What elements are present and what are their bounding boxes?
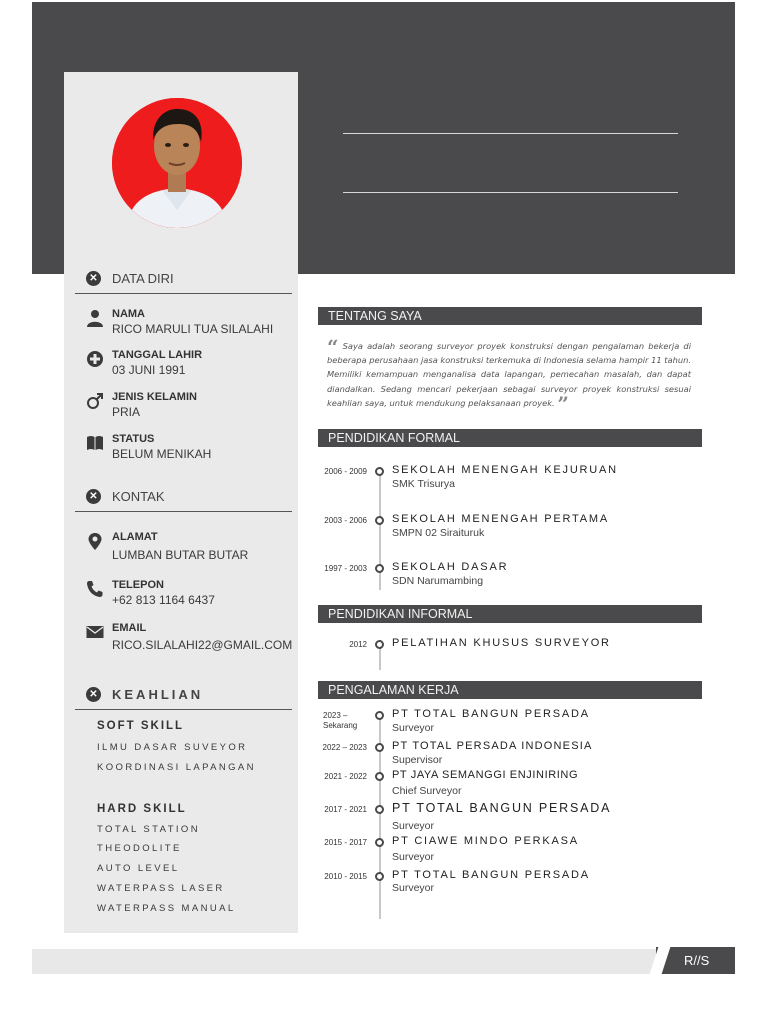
close-circle-icon: ✕ [86, 271, 101, 286]
close-circle-icon: ✕ [86, 687, 101, 702]
timeline-item: 2023 – Sekarang PT TOTAL BANGUN PERSADA Surveyor [323, 708, 590, 734]
timeline-dot [375, 872, 384, 881]
timeline-item: 2017 - 2021 PT TOTAL BANGUN PERSADA Surveyor [324, 801, 612, 832]
envelope-icon [86, 623, 104, 641]
section-pengalaman-heading: PENGALAMAN KERJA [318, 681, 702, 699]
timeline-item: 2010 - 2015 PT TOTAL BANGUN PERSADA Surveyor [324, 869, 590, 894]
soft-skill-title: SOFT SKILL [97, 720, 185, 732]
profile-photo [112, 98, 242, 228]
timeline-dot [375, 805, 384, 814]
section-pendidikan-formal-heading: PENDIDIKAN FORMAL [318, 429, 702, 447]
section-keahlian-heading: ✕ KEAHLIAN [86, 684, 203, 704]
timeline-dot [375, 838, 384, 847]
footer-mark: R//S [684, 953, 710, 968]
timeline-dot [375, 743, 384, 752]
book-icon [86, 434, 104, 452]
footer-band [32, 949, 735, 974]
location-pin-icon [86, 532, 104, 550]
section-data-diri-heading: ✕ DATA DIRI [86, 268, 174, 288]
timeline-item: 2022 – 2023 PT TOTAL PERSADA INDONESIA Supervisor [322, 740, 593, 766]
timeline-item: 2015 - 2017 PT CIAWE MINDO PERKASA Surveyor [324, 835, 579, 863]
section-divider [75, 511, 292, 512]
skill-item: THEODOLITE [97, 843, 182, 854]
timeline-dot [375, 467, 384, 476]
section-divider [75, 709, 292, 710]
timeline-dot [375, 516, 384, 525]
timeline-item: 2006 - 2009 SEKOLAH MENENGAH KEJURUAN SMK Trisurya [324, 464, 618, 490]
skill-item: AUTO LEVEL [97, 863, 180, 874]
skill-item: TOTAL STATION [97, 824, 200, 835]
timeline-item: 2003 - 2006 SEKOLAH MENENGAH PERTAMA SMPN 02 Siraituruk [324, 513, 609, 539]
open-quote-icon: “ [327, 335, 339, 359]
section-kontak-heading: ✕ KONTAK [86, 486, 165, 506]
skill-item: ILMU DASAR SUVEYOR [97, 742, 248, 753]
header-divider [343, 133, 678, 134]
phone-icon [86, 580, 104, 598]
timeline-dot [375, 711, 384, 720]
close-circle-icon: ✕ [86, 489, 101, 504]
person-icon [86, 309, 104, 327]
section-tentang-heading: TENTANG SAYA [318, 307, 702, 325]
timeline-dot [375, 772, 384, 781]
timeline-dot [375, 640, 384, 649]
section-divider [75, 293, 292, 294]
plus-circle-icon [86, 350, 104, 368]
timeline-item: 1997 - 2003 SEKOLAH DASAR SDN Narumambing [324, 561, 509, 587]
hard-skill-title: HARD SKILL [97, 803, 187, 815]
timeline-item: 2012 PELATIHAN KHUSUS SURVEYOR [349, 637, 611, 649]
close-quote-icon: ” [557, 391, 569, 416]
skill-item: WATERPASS MANUAL [97, 903, 236, 914]
about-text: “ Saya adalah seorang surveyor proyek konstruksi dengan pengalaman bekerja di beberapa perusahaan jasa konstruksi terkemuka di Indonesia selama hampir 11 tahun. Memiliki kemampuan menganalisa data lapangan, pemecahan masalah, dan dapat diandalkan. Sedang mencari pekerjaan sebagai surveyor proyek konstruksi sesuai keahlian saya, untuk mendukung pelaksanaan proyek. ” [327, 335, 692, 416]
section-pendidikan-informal-heading: PENDIDIKAN INFORMAL [318, 605, 702, 623]
skill-item: WATERPASS LASER [97, 883, 225, 894]
header-divider [343, 192, 678, 193]
male-icon [86, 392, 104, 410]
timeline-item: 2021 - 2022 PT JAYA SEMANGGI ENJINIRING Chief Surveyor [324, 769, 579, 797]
timeline-dot [375, 564, 384, 573]
skill-item: KOORDINASI LAPANGAN [97, 762, 256, 773]
